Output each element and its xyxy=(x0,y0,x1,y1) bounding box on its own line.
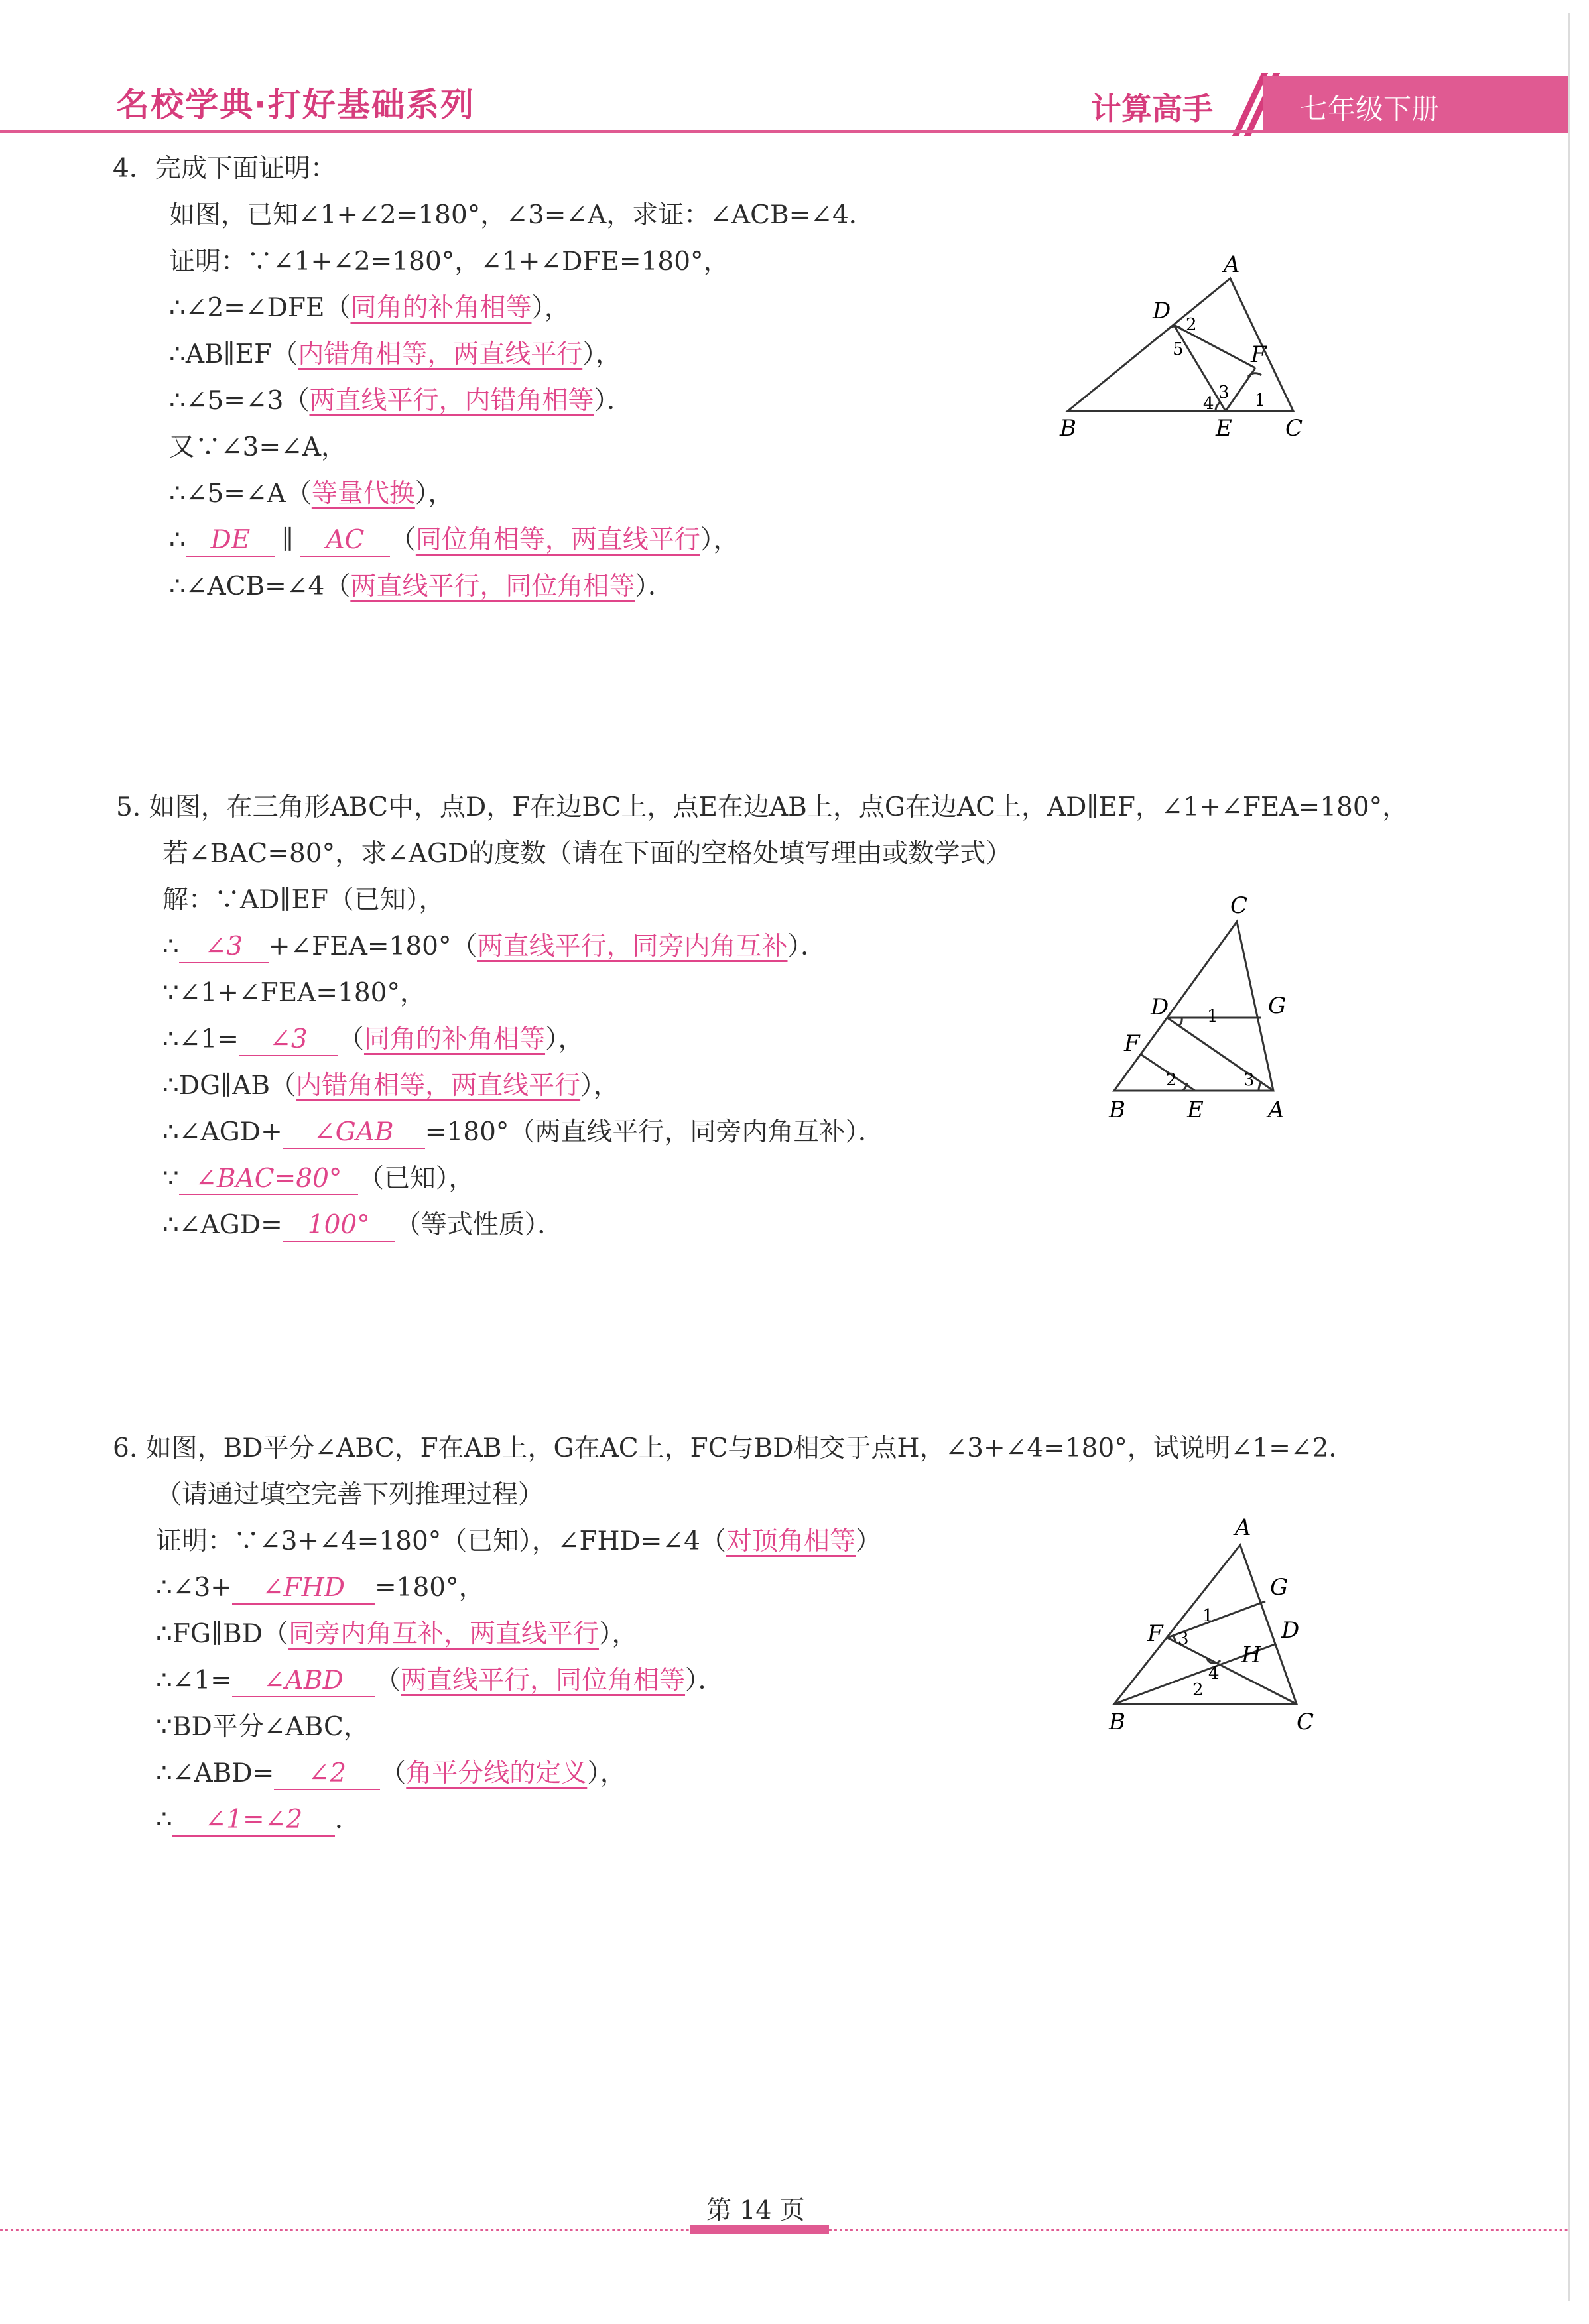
label-b: B xyxy=(1060,415,1076,442)
label-d: D xyxy=(1153,298,1171,324)
proof-text: ）． xyxy=(685,1666,724,1695)
grade-label: 七年级下册 xyxy=(1300,93,1440,125)
answer-blank: ∠1=∠2 xyxy=(172,1805,335,1837)
label-e: E xyxy=(1216,415,1232,442)
label-d: D xyxy=(1151,994,1169,1020)
angle-arc xyxy=(1216,402,1220,411)
problem-4 xyxy=(113,146,875,610)
proof-line xyxy=(169,378,875,424)
proof-text: ）， xyxy=(414,479,454,509)
proof-text: ）， xyxy=(545,1024,584,1054)
proof-text: ∴∠AGD+ xyxy=(162,1117,283,1147)
proof-line: ∵BD平分∠ABC， xyxy=(156,1712,369,1742)
proof-text: ∴FG∥BD（ xyxy=(156,1619,288,1649)
proof-text: ）． xyxy=(635,572,674,601)
proof-line xyxy=(169,285,875,332)
proof-text: （ xyxy=(374,1666,401,1695)
proof-text: ） xyxy=(855,1526,881,1556)
angle-label-3: 3 xyxy=(1178,1629,1189,1649)
proof-text: ∴ xyxy=(169,525,186,555)
answer-blank: ∠2 xyxy=(274,1758,380,1790)
angle-label-1: 1 xyxy=(1207,1007,1218,1026)
book-title: 计算高手 xyxy=(1091,91,1213,127)
label-g: G xyxy=(1268,993,1287,1019)
answer-reason: 两直线平行，同位角相等 xyxy=(350,572,635,601)
figure-problem-5 xyxy=(1094,885,1320,1131)
proof-text: ∴∠1= xyxy=(156,1666,232,1695)
proof-text: ∴AB∥EF（ xyxy=(169,339,298,369)
proof-text: ）． xyxy=(787,932,827,961)
answer-blank: ∠3 xyxy=(239,1024,338,1056)
proof-text: ∴∠AGD= xyxy=(162,1210,283,1240)
proof-text: （ xyxy=(380,1758,407,1788)
answer-blank: ∠BAC=80° xyxy=(179,1164,358,1195)
answer-blank: DE xyxy=(186,525,275,557)
header-divider xyxy=(0,130,1568,133)
proof-text: ）， xyxy=(580,1071,619,1101)
proof-text: ∴∠5=∠A（ xyxy=(169,479,312,509)
answer-reason: 同角的补角相等 xyxy=(350,293,532,323)
answer-reason: 两直线平行，同位角相等 xyxy=(401,1666,686,1695)
proof-text: （ xyxy=(389,525,416,555)
angle-label-2: 2 xyxy=(1192,1680,1204,1700)
problem-5-title: 5. 如图，在三角形ABC中，点D，F在边BC上，点E在边AB上，点G在边AC上，AD∥EF，∠1+∠FEA=180°， xyxy=(116,792,1409,822)
proof-line xyxy=(156,1750,1397,1797)
proof-line xyxy=(169,564,875,610)
solution-line xyxy=(162,1202,1454,1249)
proof-text: ）， xyxy=(599,1619,638,1649)
solution-line: 解：∵AD∥EF（已知）， xyxy=(162,885,445,915)
proof-text: ）， xyxy=(587,1758,626,1788)
proof-text: ∴ xyxy=(156,1805,172,1835)
figure-problem-6 xyxy=(1094,1508,1333,1747)
answer-blank: ∠3 xyxy=(179,932,269,963)
proof-line xyxy=(169,332,875,378)
answer-blank: 100° xyxy=(283,1210,395,1242)
proof-text: ∴∠2=∠DFE（ xyxy=(169,293,351,323)
solution-line xyxy=(162,1156,1454,1202)
answer-reason: 角平分线的定义 xyxy=(406,1758,588,1788)
label-f: F xyxy=(1124,1030,1140,1057)
footer-bar xyxy=(690,2225,829,2234)
answer-reason: 内错角相等，两直线平行 xyxy=(298,339,583,369)
problem-5-statement: 若∠BAC=80°，求∠AGD的度数（请在下面的空格处填写理由或数学式） xyxy=(162,839,1012,869)
proof-line xyxy=(169,471,875,517)
proof-text: =180°， xyxy=(374,1573,485,1603)
proof-text: ∴∠ACB=∠4（ xyxy=(169,572,351,601)
proof-text: ∴ xyxy=(162,932,179,961)
proof-text: ）， xyxy=(582,339,621,369)
label-c: C xyxy=(1230,892,1248,919)
angle-label-3: 3 xyxy=(1243,1070,1255,1090)
answer-reason: 同旁内角互补，两直线平行 xyxy=(288,1619,599,1649)
proof-text: （ xyxy=(338,1024,364,1054)
angle-label-1: 1 xyxy=(1255,391,1266,410)
label-c: C xyxy=(1285,415,1303,442)
problem-4-statement: 如图，已知∠1+∠2=180°，∠3=∠A，求证：∠ACB=∠4． xyxy=(169,200,875,230)
label-c: C xyxy=(1297,1709,1314,1735)
proof-line xyxy=(169,517,875,564)
proof-text: （已知）， xyxy=(357,1164,475,1193)
page-edge xyxy=(1568,13,1570,2301)
solution-line: ∵∠1+∠FEA=180°， xyxy=(162,978,426,1008)
angle-label-2: 2 xyxy=(1186,315,1197,335)
proof-text: ∴∠1= xyxy=(162,1024,239,1054)
label-h: H xyxy=(1241,1642,1261,1668)
proof-text: 证明：∵∠3+∠4=180°（已知），∠FHD=∠4（ xyxy=(156,1526,726,1556)
proof-text: ）， xyxy=(700,525,739,555)
proof-text: +∠FEA=180°（ xyxy=(268,932,477,961)
proof-text: ∵ xyxy=(162,1164,179,1193)
footer-dots xyxy=(0,2229,690,2231)
proof-line: 证明：∵∠1+∠2=180°，∠1+∠DFE=180°， xyxy=(169,247,730,276)
answer-blank: ∠GAB xyxy=(283,1117,425,1149)
answer-reason: 对顶角相等 xyxy=(726,1526,856,1556)
page-number: 第 14 页 xyxy=(706,2195,805,2225)
figure-problem-4 xyxy=(1048,252,1333,451)
proof-text: ． xyxy=(334,1805,361,1835)
answer-blank: ∠ABD xyxy=(232,1666,375,1697)
label-b: B xyxy=(1109,1709,1125,1735)
problem-6-title: 6. 如图，BD平分∠ABC，F在AB上，G在AC上，FC与BD相交于点H，∠3+∠4=180°，试说明∠1=∠2． xyxy=(113,1434,1355,1463)
answer-reason: 同位角相等，两直线平行 xyxy=(415,525,700,555)
proof-text: =180°（两直线平行，同旁内角互补）． xyxy=(424,1117,884,1147)
proof-text: （等式性质）． xyxy=(395,1210,564,1240)
angle-label-4: 4 xyxy=(1203,394,1214,414)
proof-text: ∴∠ABD= xyxy=(156,1758,275,1788)
label-g: G xyxy=(1270,1574,1289,1601)
footer-dots xyxy=(829,2229,1568,2231)
label-a: A xyxy=(1224,252,1240,278)
proof-text: ∥ xyxy=(281,525,294,555)
proof-line: 又∵∠3=∠A， xyxy=(169,432,348,462)
proof-text: ）， xyxy=(531,293,570,323)
angle-label-5: 5 xyxy=(1173,339,1184,359)
proof-text: ∴∠3+ xyxy=(156,1573,232,1603)
angle-arc xyxy=(1259,1082,1261,1091)
angle-label-2: 2 xyxy=(1166,1070,1177,1090)
angle-arc xyxy=(1179,1018,1182,1026)
label-d: D xyxy=(1281,1617,1300,1644)
answer-reason: 两直线平行，同旁内角互补 xyxy=(477,932,788,961)
proof-text: ∴∠5=∠3（ xyxy=(169,386,310,416)
series-title: 名校学典·打好基础系列 xyxy=(116,86,475,124)
angle-label-1: 1 xyxy=(1202,1606,1214,1626)
label-a: A xyxy=(1235,1514,1251,1541)
answer-reason: 同角的补角相等 xyxy=(364,1024,546,1054)
answer-reason: 等量代换 xyxy=(311,479,415,509)
problem-4-title: 4．完成下面证明： xyxy=(113,154,336,184)
angle-label-4: 4 xyxy=(1208,1664,1220,1683)
answer-blank: ∠FHD xyxy=(232,1573,375,1605)
proof-text: ）． xyxy=(594,386,633,416)
answer-blank: AC xyxy=(300,525,390,557)
page-header xyxy=(0,0,1589,153)
label-b: B xyxy=(1109,1097,1125,1123)
segment-da xyxy=(1167,1018,1273,1091)
problem-6-instruction: （请通过填空完善下列推理过程） xyxy=(156,1480,544,1510)
answer-reason: 内错角相等，两直线平行 xyxy=(296,1071,581,1101)
answer-reason: 两直线平行，内错角相等 xyxy=(309,386,594,416)
label-f: F xyxy=(1147,1621,1163,1647)
angle-label-3: 3 xyxy=(1218,383,1230,402)
triangle-abc xyxy=(1114,922,1273,1091)
proof-line xyxy=(156,1797,1397,1843)
label-a: A xyxy=(1268,1097,1285,1123)
label-f: F xyxy=(1251,341,1267,368)
label-e: E xyxy=(1187,1097,1204,1123)
proof-text: ∴DG∥AB（ xyxy=(162,1071,296,1101)
